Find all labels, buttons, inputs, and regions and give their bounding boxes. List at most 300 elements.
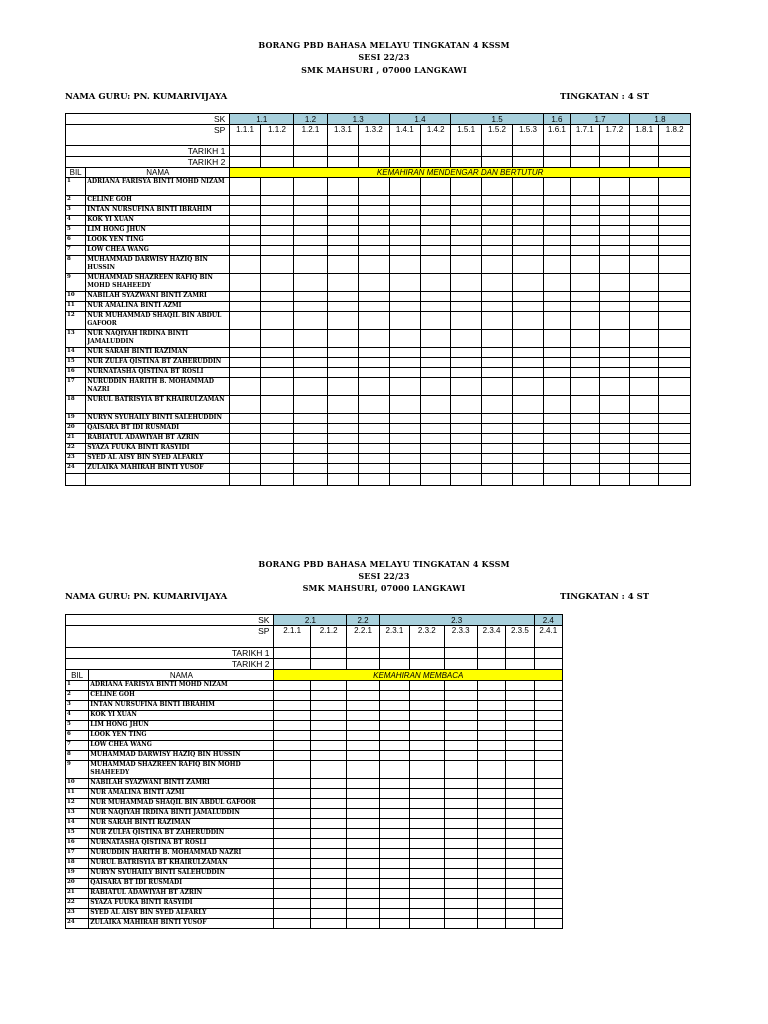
score-cell[interactable]: [599, 464, 629, 474]
score-cell[interactable]: [310, 701, 346, 711]
score-cell[interactable]: [310, 909, 346, 919]
score-cell[interactable]: [599, 302, 629, 312]
score-cell[interactable]: [444, 751, 477, 761]
score-cell[interactable]: [571, 368, 599, 378]
score-cell[interactable]: [534, 889, 562, 899]
tarikh2-cell[interactable]: [481, 157, 512, 168]
tarikh1-cell[interactable]: [481, 146, 512, 157]
score-cell[interactable]: [389, 292, 420, 302]
score-cell[interactable]: [389, 206, 420, 216]
tarikh2-cell[interactable]: [543, 157, 570, 168]
score-cell[interactable]: [421, 236, 451, 246]
score-cell[interactable]: [389, 378, 420, 396]
score-cell[interactable]: [534, 809, 562, 819]
score-cell[interactable]: [230, 256, 260, 274]
tarikh1-cell[interactable]: [327, 146, 358, 157]
score-cell[interactable]: [543, 216, 570, 226]
score-cell[interactable]: [513, 246, 543, 256]
score-cell[interactable]: [481, 424, 512, 434]
score-cell[interactable]: [230, 358, 260, 368]
score-cell[interactable]: [421, 434, 451, 444]
score-cell[interactable]: [543, 414, 570, 424]
score-cell[interactable]: [571, 226, 599, 236]
score-cell[interactable]: [410, 859, 444, 869]
score-cell[interactable]: [543, 424, 570, 434]
score-cell[interactable]: [534, 731, 562, 741]
score-cell[interactable]: [379, 741, 409, 751]
score-cell[interactable]: [477, 761, 505, 779]
score-cell[interactable]: [327, 396, 358, 414]
score-cell[interactable]: [274, 869, 310, 879]
score-cell[interactable]: [481, 434, 512, 444]
score-cell[interactable]: [444, 829, 477, 839]
score-cell[interactable]: [310, 721, 346, 731]
score-cell[interactable]: [451, 312, 481, 330]
score-cell[interactable]: [379, 809, 409, 819]
score-cell[interactable]: [451, 434, 481, 444]
score-cell[interactable]: [543, 226, 570, 236]
score-cell[interactable]: [513, 226, 543, 236]
score-cell[interactable]: [506, 859, 534, 869]
score-cell[interactable]: [379, 799, 409, 809]
score-cell[interactable]: [444, 681, 477, 691]
score-cell[interactable]: [410, 751, 444, 761]
score-cell[interactable]: [659, 292, 691, 302]
score-cell[interactable]: [347, 681, 379, 691]
score-cell[interactable]: [534, 701, 562, 711]
score-cell[interactable]: [379, 869, 409, 879]
score-cell[interactable]: [359, 256, 389, 274]
score-cell[interactable]: [477, 909, 505, 919]
score-cell[interactable]: [477, 829, 505, 839]
score-cell[interactable]: [477, 701, 505, 711]
score-cell[interactable]: [659, 348, 691, 358]
score-cell[interactable]: [410, 761, 444, 779]
score-cell[interactable]: [444, 879, 477, 889]
score-cell[interactable]: [571, 216, 599, 226]
score-cell[interactable]: [599, 424, 629, 434]
score-cell[interactable]: [543, 196, 570, 206]
score-cell[interactable]: [294, 312, 327, 330]
score-cell[interactable]: [543, 274, 570, 292]
tarikh2-cell[interactable]: [451, 157, 481, 168]
score-cell[interactable]: [571, 312, 599, 330]
score-cell[interactable]: [513, 178, 543, 196]
score-cell[interactable]: [629, 396, 658, 414]
score-cell[interactable]: [294, 206, 327, 216]
score-cell[interactable]: [451, 216, 481, 226]
score-cell[interactable]: [659, 274, 691, 292]
score-cell[interactable]: [327, 226, 358, 236]
score-cell[interactable]: [421, 292, 451, 302]
score-cell[interactable]: [543, 312, 570, 330]
score-cell[interactable]: [260, 178, 293, 196]
score-cell[interactable]: [451, 414, 481, 424]
score-cell[interactable]: [347, 909, 379, 919]
score-cell[interactable]: [347, 869, 379, 879]
score-cell[interactable]: [230, 312, 260, 330]
tarikh1-cell[interactable]: [477, 648, 505, 659]
score-cell[interactable]: [659, 216, 691, 226]
score-cell[interactable]: [389, 312, 420, 330]
score-cell[interactable]: [327, 196, 358, 206]
score-cell[interactable]: [481, 464, 512, 474]
score-cell[interactable]: [310, 751, 346, 761]
score-cell[interactable]: [421, 302, 451, 312]
tarikh2-cell[interactable]: [629, 157, 658, 168]
score-cell[interactable]: [543, 256, 570, 274]
score-cell[interactable]: [444, 721, 477, 731]
score-cell[interactable]: [444, 761, 477, 779]
score-cell[interactable]: [506, 909, 534, 919]
score-cell[interactable]: [481, 414, 512, 424]
score-cell[interactable]: [347, 761, 379, 779]
score-cell[interactable]: [327, 292, 358, 302]
score-cell[interactable]: [444, 779, 477, 789]
score-cell[interactable]: [389, 396, 420, 414]
score-cell[interactable]: [230, 206, 260, 216]
score-cell[interactable]: [274, 731, 310, 741]
score-cell[interactable]: [451, 246, 481, 256]
score-cell[interactable]: [347, 751, 379, 761]
score-cell[interactable]: [421, 274, 451, 292]
score-cell[interactable]: [389, 474, 420, 486]
score-cell[interactable]: [534, 919, 562, 929]
score-cell[interactable]: [481, 292, 512, 302]
score-cell[interactable]: [571, 178, 599, 196]
score-cell[interactable]: [451, 274, 481, 292]
score-cell[interactable]: [481, 368, 512, 378]
score-cell[interactable]: [543, 246, 570, 256]
score-cell[interactable]: [534, 761, 562, 779]
score-cell[interactable]: [513, 424, 543, 434]
score-cell[interactable]: [359, 378, 389, 396]
score-cell[interactable]: [571, 196, 599, 206]
score-cell[interactable]: [629, 312, 658, 330]
score-cell[interactable]: [571, 330, 599, 348]
score-cell[interactable]: [230, 246, 260, 256]
tarikh1-cell[interactable]: [274, 648, 310, 659]
score-cell[interactable]: [506, 899, 534, 909]
score-cell[interactable]: [659, 246, 691, 256]
score-cell[interactable]: [599, 368, 629, 378]
score-cell[interactable]: [571, 464, 599, 474]
score-cell[interactable]: [599, 358, 629, 368]
score-cell[interactable]: [327, 424, 358, 434]
score-cell[interactable]: [481, 206, 512, 216]
score-cell[interactable]: [294, 378, 327, 396]
score-cell[interactable]: [444, 839, 477, 849]
score-cell[interactable]: [294, 330, 327, 348]
score-cell[interactable]: [421, 330, 451, 348]
tarikh2-cell[interactable]: [506, 659, 534, 670]
score-cell[interactable]: [310, 779, 346, 789]
score-cell[interactable]: [410, 889, 444, 899]
score-cell[interactable]: [506, 761, 534, 779]
score-cell[interactable]: [481, 330, 512, 348]
score-cell[interactable]: [389, 414, 420, 424]
score-cell[interactable]: [659, 464, 691, 474]
tarikh2-cell[interactable]: [659, 157, 691, 168]
tarikh1-cell[interactable]: [571, 146, 599, 157]
score-cell[interactable]: [599, 330, 629, 348]
tarikh2-cell[interactable]: [389, 157, 420, 168]
score-cell[interactable]: [629, 178, 658, 196]
score-cell[interactable]: [659, 312, 691, 330]
score-cell[interactable]: [444, 741, 477, 751]
score-cell[interactable]: [451, 474, 481, 486]
score-cell[interactable]: [534, 859, 562, 869]
score-cell[interactable]: [513, 330, 543, 348]
score-cell[interactable]: [629, 434, 658, 444]
score-cell[interactable]: [310, 849, 346, 859]
score-cell[interactable]: [506, 681, 534, 691]
score-cell[interactable]: [379, 859, 409, 869]
score-cell[interactable]: [477, 681, 505, 691]
score-cell[interactable]: [294, 196, 327, 206]
score-cell[interactable]: [534, 711, 562, 721]
score-cell[interactable]: [294, 454, 327, 464]
score-cell[interactable]: [599, 226, 629, 236]
score-cell[interactable]: [327, 474, 358, 486]
score-cell[interactable]: [230, 434, 260, 444]
score-cell[interactable]: [481, 226, 512, 236]
score-cell[interactable]: [359, 178, 389, 196]
score-cell[interactable]: [513, 206, 543, 216]
score-cell[interactable]: [294, 348, 327, 358]
score-cell[interactable]: [359, 216, 389, 226]
score-cell[interactable]: [451, 358, 481, 368]
score-cell[interactable]: [389, 274, 420, 292]
score-cell[interactable]: [513, 434, 543, 444]
score-cell[interactable]: [481, 302, 512, 312]
score-cell[interactable]: [659, 226, 691, 236]
score-cell[interactable]: [274, 899, 310, 909]
score-cell[interactable]: [230, 216, 260, 226]
score-cell[interactable]: [513, 378, 543, 396]
score-cell[interactable]: [359, 330, 389, 348]
score-cell[interactable]: [410, 779, 444, 789]
score-cell[interactable]: [506, 829, 534, 839]
score-cell[interactable]: [327, 236, 358, 246]
score-cell[interactable]: [230, 424, 260, 434]
score-cell[interactable]: [477, 879, 505, 889]
score-cell[interactable]: [389, 464, 420, 474]
score-cell[interactable]: [444, 919, 477, 929]
score-cell[interactable]: [534, 789, 562, 799]
score-cell[interactable]: [659, 474, 691, 486]
score-cell[interactable]: [513, 292, 543, 302]
score-cell[interactable]: [274, 789, 310, 799]
score-cell[interactable]: [571, 256, 599, 274]
score-cell[interactable]: [481, 274, 512, 292]
score-cell[interactable]: [477, 789, 505, 799]
score-cell[interactable]: [506, 711, 534, 721]
score-cell[interactable]: [379, 681, 409, 691]
score-cell[interactable]: [506, 751, 534, 761]
tarikh2-cell[interactable]: [310, 659, 346, 670]
score-cell[interactable]: [506, 819, 534, 829]
score-cell[interactable]: [274, 761, 310, 779]
score-cell[interactable]: [477, 869, 505, 879]
tarikh1-cell[interactable]: [513, 146, 543, 157]
score-cell[interactable]: [513, 196, 543, 206]
score-cell[interactable]: [379, 909, 409, 919]
score-cell[interactable]: [379, 721, 409, 731]
score-cell[interactable]: [260, 236, 293, 246]
score-cell[interactable]: [389, 256, 420, 274]
score-cell[interactable]: [629, 454, 658, 464]
score-cell[interactable]: [327, 368, 358, 378]
score-cell[interactable]: [410, 741, 444, 751]
score-cell[interactable]: [481, 178, 512, 196]
score-cell[interactable]: [444, 909, 477, 919]
tarikh1-cell[interactable]: [444, 648, 477, 659]
score-cell[interactable]: [534, 869, 562, 879]
score-cell[interactable]: [347, 721, 379, 731]
score-cell[interactable]: [347, 731, 379, 741]
score-cell[interactable]: [481, 312, 512, 330]
score-cell[interactable]: [599, 396, 629, 414]
score-cell[interactable]: [506, 779, 534, 789]
score-cell[interactable]: [347, 809, 379, 819]
score-cell[interactable]: [260, 358, 293, 368]
score-cell[interactable]: [481, 196, 512, 206]
score-cell[interactable]: [379, 761, 409, 779]
score-cell[interactable]: [327, 302, 358, 312]
score-cell[interactable]: [274, 779, 310, 789]
score-cell[interactable]: [410, 829, 444, 839]
score-cell[interactable]: [421, 444, 451, 454]
score-cell[interactable]: [260, 378, 293, 396]
score-cell[interactable]: [534, 681, 562, 691]
score-cell[interactable]: [543, 302, 570, 312]
score-cell[interactable]: [230, 396, 260, 414]
score-cell[interactable]: [230, 348, 260, 358]
score-cell[interactable]: [389, 358, 420, 368]
tarikh2-cell[interactable]: [477, 659, 505, 670]
score-cell[interactable]: [543, 206, 570, 216]
score-cell[interactable]: [659, 434, 691, 444]
score-cell[interactable]: [310, 681, 346, 691]
score-cell[interactable]: [260, 464, 293, 474]
score-cell[interactable]: [513, 464, 543, 474]
score-cell[interactable]: [506, 799, 534, 809]
score-cell[interactable]: [274, 799, 310, 809]
score-cell[interactable]: [481, 454, 512, 464]
score-cell[interactable]: [294, 444, 327, 454]
score-cell[interactable]: [421, 178, 451, 196]
score-cell[interactable]: [444, 899, 477, 909]
score-cell[interactable]: [260, 348, 293, 358]
score-cell[interactable]: [571, 246, 599, 256]
tarikh1-cell[interactable]: [506, 648, 534, 659]
score-cell[interactable]: [599, 454, 629, 464]
score-cell[interactable]: [410, 701, 444, 711]
score-cell[interactable]: [477, 839, 505, 849]
score-cell[interactable]: [629, 206, 658, 216]
score-cell[interactable]: [310, 889, 346, 899]
score-cell[interactable]: [421, 474, 451, 486]
score-cell[interactable]: [274, 701, 310, 711]
score-cell[interactable]: [629, 236, 658, 246]
score-cell[interactable]: [451, 330, 481, 348]
score-cell[interactable]: [410, 919, 444, 929]
score-cell[interactable]: [389, 216, 420, 226]
score-cell[interactable]: [571, 434, 599, 444]
tarikh1-cell[interactable]: [379, 648, 409, 659]
tarikh2-cell[interactable]: [513, 157, 543, 168]
score-cell[interactable]: [513, 444, 543, 454]
score-cell[interactable]: [534, 819, 562, 829]
score-cell[interactable]: [659, 196, 691, 206]
score-cell[interactable]: [274, 819, 310, 829]
score-cell[interactable]: [599, 292, 629, 302]
score-cell[interactable]: [260, 256, 293, 274]
score-cell[interactable]: [659, 396, 691, 414]
score-cell[interactable]: [477, 741, 505, 751]
score-cell[interactable]: [444, 859, 477, 869]
score-cell[interactable]: [294, 424, 327, 434]
score-cell[interactable]: [260, 216, 293, 226]
score-cell[interactable]: [513, 312, 543, 330]
score-cell[interactable]: [543, 378, 570, 396]
score-cell[interactable]: [421, 206, 451, 216]
score-cell[interactable]: [359, 292, 389, 302]
score-cell[interactable]: [571, 302, 599, 312]
score-cell[interactable]: [327, 378, 358, 396]
tarikh1-cell[interactable]: [421, 146, 451, 157]
score-cell[interactable]: [230, 236, 260, 246]
tarikh1-cell[interactable]: [629, 146, 658, 157]
score-cell[interactable]: [571, 348, 599, 358]
score-cell[interactable]: [506, 701, 534, 711]
score-cell[interactable]: [310, 711, 346, 721]
score-cell[interactable]: [421, 396, 451, 414]
score-cell[interactable]: [659, 414, 691, 424]
score-cell[interactable]: [451, 292, 481, 302]
score-cell[interactable]: [260, 292, 293, 302]
score-cell[interactable]: [421, 368, 451, 378]
score-cell[interactable]: [294, 434, 327, 444]
score-cell[interactable]: [477, 889, 505, 899]
score-cell[interactable]: [294, 292, 327, 302]
score-cell[interactable]: [274, 721, 310, 731]
score-cell[interactable]: [444, 869, 477, 879]
score-cell[interactable]: [359, 206, 389, 216]
score-cell[interactable]: [477, 751, 505, 761]
score-cell[interactable]: [659, 454, 691, 464]
score-cell[interactable]: [410, 809, 444, 819]
score-cell[interactable]: [444, 789, 477, 799]
score-cell[interactable]: [274, 681, 310, 691]
score-cell[interactable]: [629, 378, 658, 396]
score-cell[interactable]: [274, 809, 310, 819]
score-cell[interactable]: [421, 464, 451, 474]
score-cell[interactable]: [477, 899, 505, 909]
score-cell[interactable]: [410, 721, 444, 731]
score-cell[interactable]: [534, 779, 562, 789]
score-cell[interactable]: [294, 236, 327, 246]
tarikh2-cell[interactable]: [347, 659, 379, 670]
score-cell[interactable]: [451, 226, 481, 236]
score-cell[interactable]: [260, 474, 293, 486]
score-cell[interactable]: [477, 859, 505, 869]
score-cell[interactable]: [599, 474, 629, 486]
score-cell[interactable]: [599, 434, 629, 444]
score-cell[interactable]: [274, 919, 310, 929]
score-cell[interactable]: [444, 731, 477, 741]
